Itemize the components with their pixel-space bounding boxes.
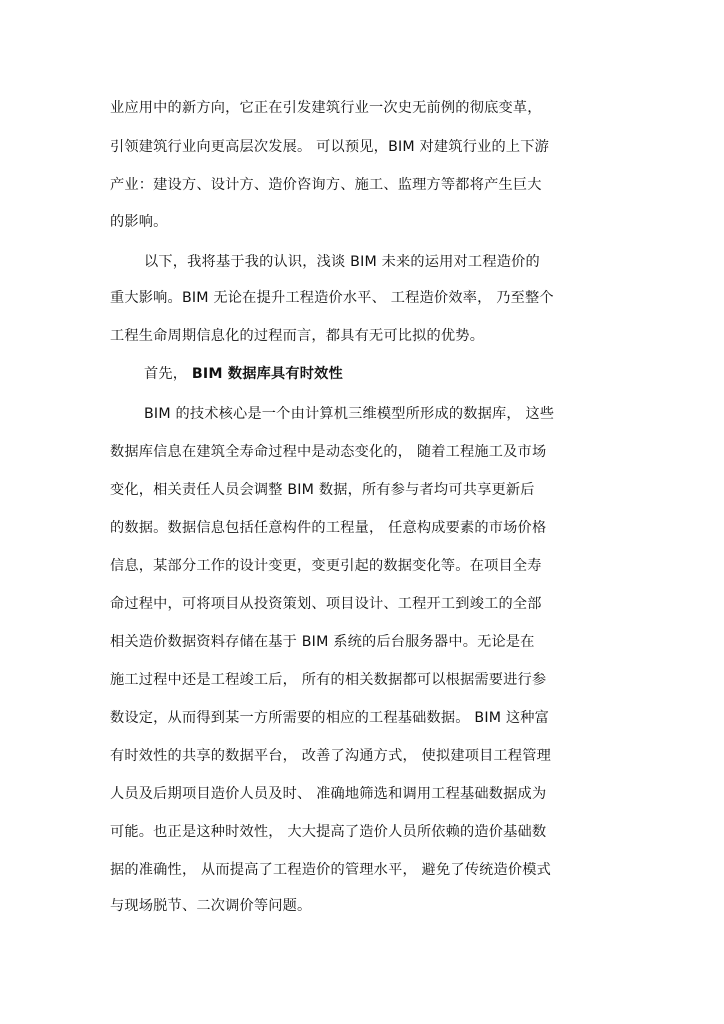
paragraph-line: 数据库信息在建筑全寿命过程中是动态变化的， 随着工程施工及市场 [110, 444, 547, 460]
heading-prefix: 首先， [144, 366, 188, 382]
paragraph-line: 有时效性的共享的数据平台， 改善了沟通方式， 使拟建项目工程管理 [110, 748, 552, 764]
paragraph-line: 命过程中，可将项目从投资策划、项目设计、工程开工到竣工的全部 [110, 596, 542, 612]
paragraph-line: 与现场脱节、二次调价等问题。 [110, 898, 312, 914]
paragraph-line: 的影响。 [110, 214, 168, 230]
paragraph-line: 施工过程中还是工程竣工后， 所有的相关数据都可以根据需要进行参 [110, 672, 547, 688]
paragraph-line: 以下，我将基于我的认识，浅谈 BIM 未来的运用对工程造价的 [144, 254, 540, 270]
paragraph-line: 业应用中的新方向，它正在引发建筑行业一次史无前例的彻底变革， [110, 100, 542, 116]
paragraph-line: 重大影响。BIM 无论在提升工程造价水平、 工程造价效率， 乃至整个 [110, 290, 554, 306]
heading-text: BIM 数据库具有时效性 [191, 366, 343, 382]
paragraph-line: 人员及后期项目造价人员及时、 准确地筛选和调用工程基础数据成为 [110, 786, 547, 802]
paragraph-line: 可能。也正是这种时效性， 大大提高了造价人员所依赖的造价基础数 [110, 824, 547, 840]
paragraph-line: 引领建筑行业向更高层次发展。 可以预见，BIM 对建筑行业的上下游 [110, 139, 550, 155]
paragraph-line: 的数据。数据信息包括任意构件的工程量， 任意构成要素的市场价格 [110, 520, 547, 536]
paragraph-line: BIM 的技术核心是一个由计算机三维模型所形成的数据库， 这些 [144, 406, 555, 422]
paragraph-line: 变化，相关责任人员会调整 BIM 数据，所有参与者均可共享更新后 [110, 482, 535, 498]
paragraph-line: 据的准确性， 从而提高了工程造价的管理水平， 避免了传统造价模式 [110, 862, 552, 878]
paragraph-line: 产业：建设方、设计方、造价咨询方、施工、监理方等都将产生巨大 [110, 177, 542, 193]
paragraph-line: 数设定，从而得到某一方所需要的相应的工程基础数据。 BIM 这种富 [110, 710, 550, 726]
paragraph-line: 信息，某部分工作的设计变更，变更引起的数据变化等。在项目全寿 [110, 558, 542, 574]
section-heading [144, 364, 614, 384]
paragraph-line: 工程生命周期信息化的过程而言，都具有无可比拟的优势。 [110, 328, 485, 344]
paragraph-line: 相关造价数据资料存储在基于 BIM 系统的后台服务器中。无论是在 [110, 634, 535, 650]
